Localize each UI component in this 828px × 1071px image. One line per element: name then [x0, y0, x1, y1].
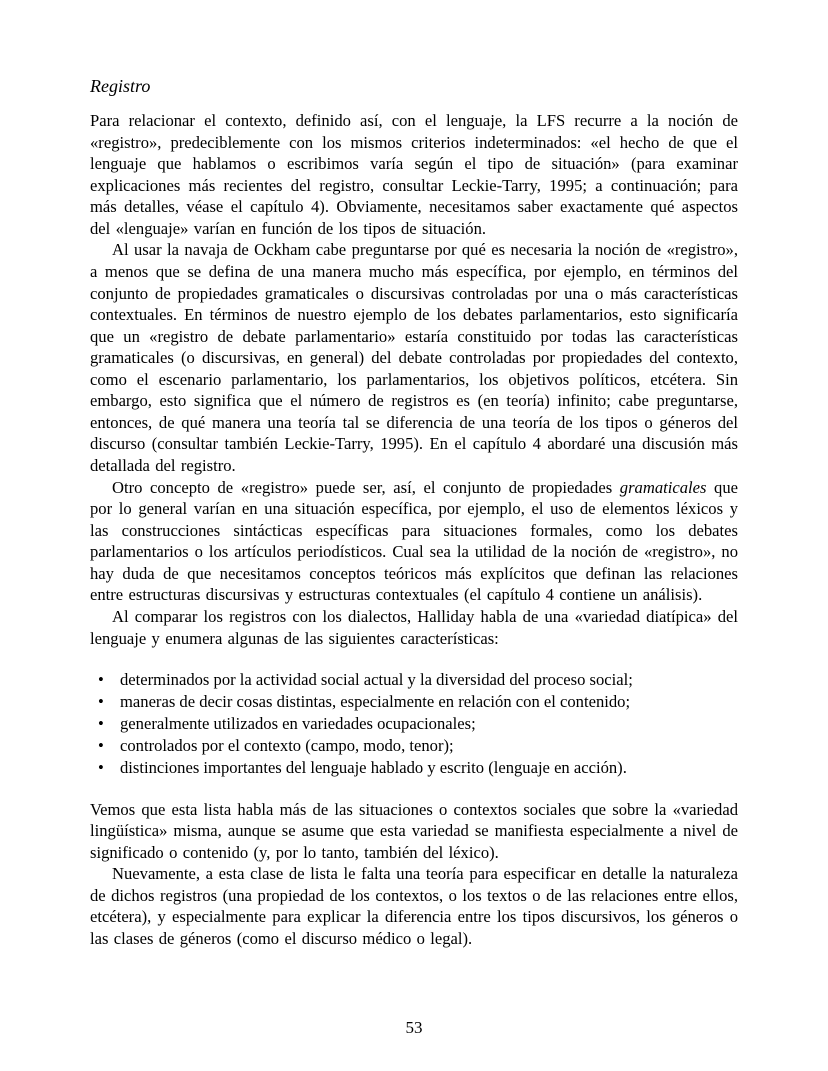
paragraph-4: Al comparar los registros con los dialectos, Halliday habla de una «variedad diatípica» del lenguaje y enumera algunas de las siguientes características: — [90, 606, 738, 648]
italic-term: gramaticales — [619, 477, 707, 497]
paragraph-3 — [90, 477, 738, 606]
bullet-icon: • — [98, 757, 104, 777]
list-item-text: maneras de decir cosas distintas, especialmente en relación con el contenido; — [120, 691, 631, 711]
list-item — [98, 735, 738, 757]
list-item — [98, 757, 738, 779]
paragraph-3-text-before: Otro concepto de «registro» puede ser, así, el conjunto de propiedades — [112, 477, 620, 497]
paragraph-1: Para relacionar el contexto, definido así, con el lenguaje, la LFS recurre a la noción de «registro», predeciblemente con los mismos criterios indeterminados: «el hecho de que el lenguaje que hablamos o escribimos varía según el tipo de situación» (para examinar explicaciones más recientes del registro, consultar Leckie-Tarry, 1995; a continuación; para más detalles, véase el capítulo 4). Obviamente, necesitamos saber exactamente qué aspectos del «lenguaje» varían en función de los tipos de situación. — [90, 111, 738, 238]
list-item-text: distinciones importantes del lenguaje hablado y escrito (lenguaje en acción). — [120, 757, 627, 777]
paragraph-6: Nuevamente, a esta clase de lista le falta una teoría para especificar en detalle la naturaleza de dichos registros (una propiedad de los contextos, o los textos o de las relaciones entre ellos, etcétera), y especialmente para explicar la diferencia entre los tipos discursivos, los géneros o las clases de géneros (como el discurso médico o legal). — [90, 864, 738, 948]
bullet-icon: • — [98, 691, 104, 711]
list-item — [98, 713, 738, 735]
paragraph-5: Vemos que esta lista habla más de las situaciones o contextos sociales que sobre la «variedad lingüística» misma, aunque se asume que esta variedad se manifiesta especialmente a nivel de significado o contenido (y, por lo tanto, también del léxico). — [90, 799, 738, 862]
section-heading: Registro — [90, 76, 151, 96]
list-item-text: generalmente utilizados en variedades ocupacionales; — [120, 713, 476, 733]
list-item — [98, 691, 738, 713]
list-item — [98, 669, 738, 691]
bullet-icon: • — [98, 670, 104, 690]
list-item-text: determinados por la actividad social actual y la diversidad del proceso social; — [120, 670, 633, 690]
bullet-icon: • — [98, 713, 104, 733]
paragraph-3-text-after: que por lo general varían en una situación específica, por ejemplo, el uso de elementos léxicos y las construcciones sintácticas específicas para situaciones formales, como los debates parlamentarios o los artículos periodísticos. Cual sea la utilidad de la noción de «registro», no hay duda de que necesitamos conceptos teóricos más explícitos que definan las relaciones entre estructuras discursivas y estructuras contextuales (el capítulo 4 contiene un análisis). — [90, 477, 738, 605]
characteristics-list — [90, 669, 738, 778]
bullet-icon: • — [98, 735, 104, 755]
list-item-text: controlados por el contexto (campo, modo, tenor); — [120, 735, 454, 755]
paragraph-2: Al usar la navaja de Ockham cabe preguntarse por qué es necesaria la noción de «registro», a menos que se defina de una manera mucho más específica, por ejemplo, en términos del conjunto de propiedades gramaticales o discursivas controladas por una o más características contextuales. En términos de nuestro ejemplo de los debates parlamentarios, esto significaría que un «registro de debate parlamentario» estaría constituido por todas las características gramaticales (o discursivas, en general) del debate controladas por propiedades del contexto, como el escenario parlamentario, los parlamentarios, los objetivos políticos, etcétera. Sin embargo, esto significa que el número de registros es (en teoría) infinito; cabe preguntarse, entonces, de qué manera una teoría tal se diferencia de una teoría de los tipos o géneros del discurso (consultar también Leckie-Tarry, 1995). En el capítulo 4 abordaré una discusión más detallada del registro. — [90, 240, 738, 475]
page-number: 53 — [405, 1018, 423, 1037]
